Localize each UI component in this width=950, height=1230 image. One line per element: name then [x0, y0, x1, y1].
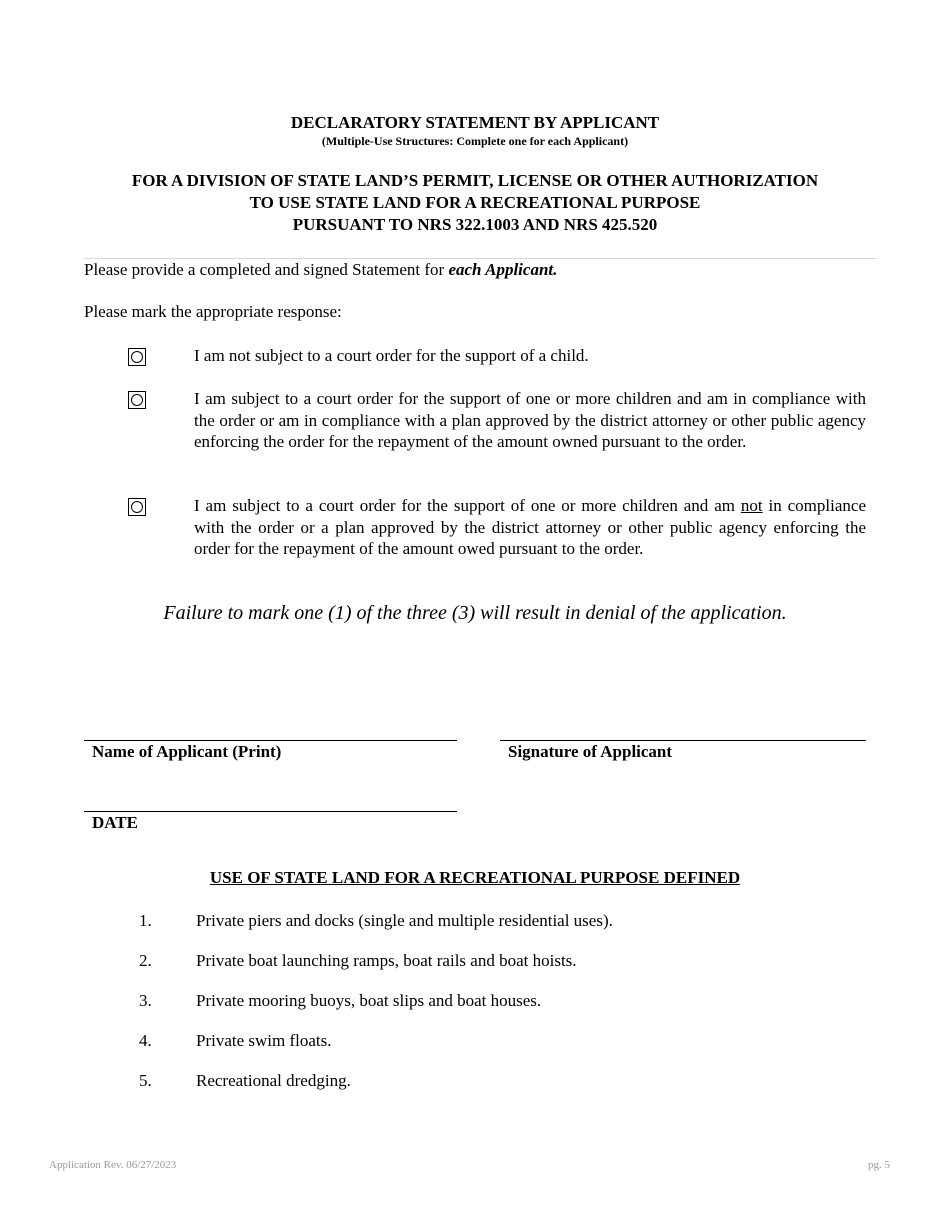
definition-item-1-number: 1. [139, 911, 152, 930]
response-option-2-text: I am subject to a court order for the support of one or more children and am in compliance with the order or am in compliance with a plan approved by the district attorney or other public agency enforcing the order for the repayment of the amount owned pursuant to the order. [194, 389, 866, 451]
definition-item-5-text: Recreational dredging. [196, 1071, 351, 1090]
definition-item-4-number: 4. [139, 1031, 152, 1050]
response-option-3-not-emphasis: not [740, 496, 763, 515]
revision-footer: Application Rev. 06/27/2023 [49, 1159, 177, 1171]
applicant-signature-line[interactable] [500, 740, 866, 741]
section-divider [84, 258, 877, 259]
page-number: pg. 5 [868, 1159, 890, 1171]
document-subtitle: (Multiple-Use Structures: Complete one for each Applicant) [321, 134, 629, 148]
response-option-3-text [194, 495, 866, 560]
denial-warning: Failure to mark one (1) of the three (3) will result in denial of the application. [163, 602, 787, 624]
definition-item-5-number: 5. [139, 1071, 152, 1090]
provide-instruction [84, 260, 557, 280]
definition-item-4-text: Private swim floats. [196, 1031, 332, 1050]
name-signature-line[interactable] [84, 740, 457, 741]
name-of-applicant-label: Name of Applicant (Print) [92, 742, 282, 761]
mark-response-instruction: Please mark the appropriate response: [84, 302, 342, 321]
response-option-2-radio[interactable] [128, 391, 146, 409]
signature-of-applicant-label: Signature of Applicant [508, 742, 673, 761]
response-option-3-radio[interactable] [128, 498, 146, 516]
provide-instruction-emphasis: each Applicant. [448, 260, 558, 279]
definition-item-3-text: Private mooring buoys, boat slips and boat houses. [196, 991, 542, 1010]
heading-line-1: FOR A DIVISION OF STATE LAND’S PERMIT, LICENSE OR OTHER AUTHORIZATION [131, 171, 819, 190]
response-option-3-text-before: I am subject to a court order for the support of one or more children and am [194, 496, 741, 515]
response-option-1-text: I am not subject to a court order for the support of a child. [194, 346, 589, 365]
definition-item-1-text: Private piers and docks (single and multiple residential uses). [196, 911, 613, 930]
date-line[interactable] [84, 811, 457, 812]
date-label: DATE [92, 813, 138, 832]
response-option-3-text-after: in compliance with the order or a plan approved by the district attorney or other public agency enforcing the order for the repayment of the amount owed pursuant to the order. [194, 496, 866, 558]
response-option-1-radio[interactable] [128, 348, 146, 366]
definition-item-2-number: 2. [139, 951, 152, 970]
heading-line-2: TO USE STATE LAND FOR A RECREATIONAL PURPOSE [249, 193, 701, 212]
heading-line-3: PURSUANT TO NRS 322.1003 AND NRS 425.520 [292, 215, 658, 234]
definitions-title-text: USE OF STATE LAND FOR A RECREATIONAL PURPOSE DEFINED [209, 868, 741, 887]
definition-item-3-number: 3. [139, 991, 152, 1010]
document-title: DECLARATORY STATEMENT BY APPLICANT [290, 113, 660, 132]
definitions-title [0, 868, 950, 888]
definition-item-2-text: Private boat launching ramps, boat rails and boat hoists. [196, 951, 577, 970]
provide-instruction-text: Please provide a completed and signed Statement for [84, 260, 449, 279]
